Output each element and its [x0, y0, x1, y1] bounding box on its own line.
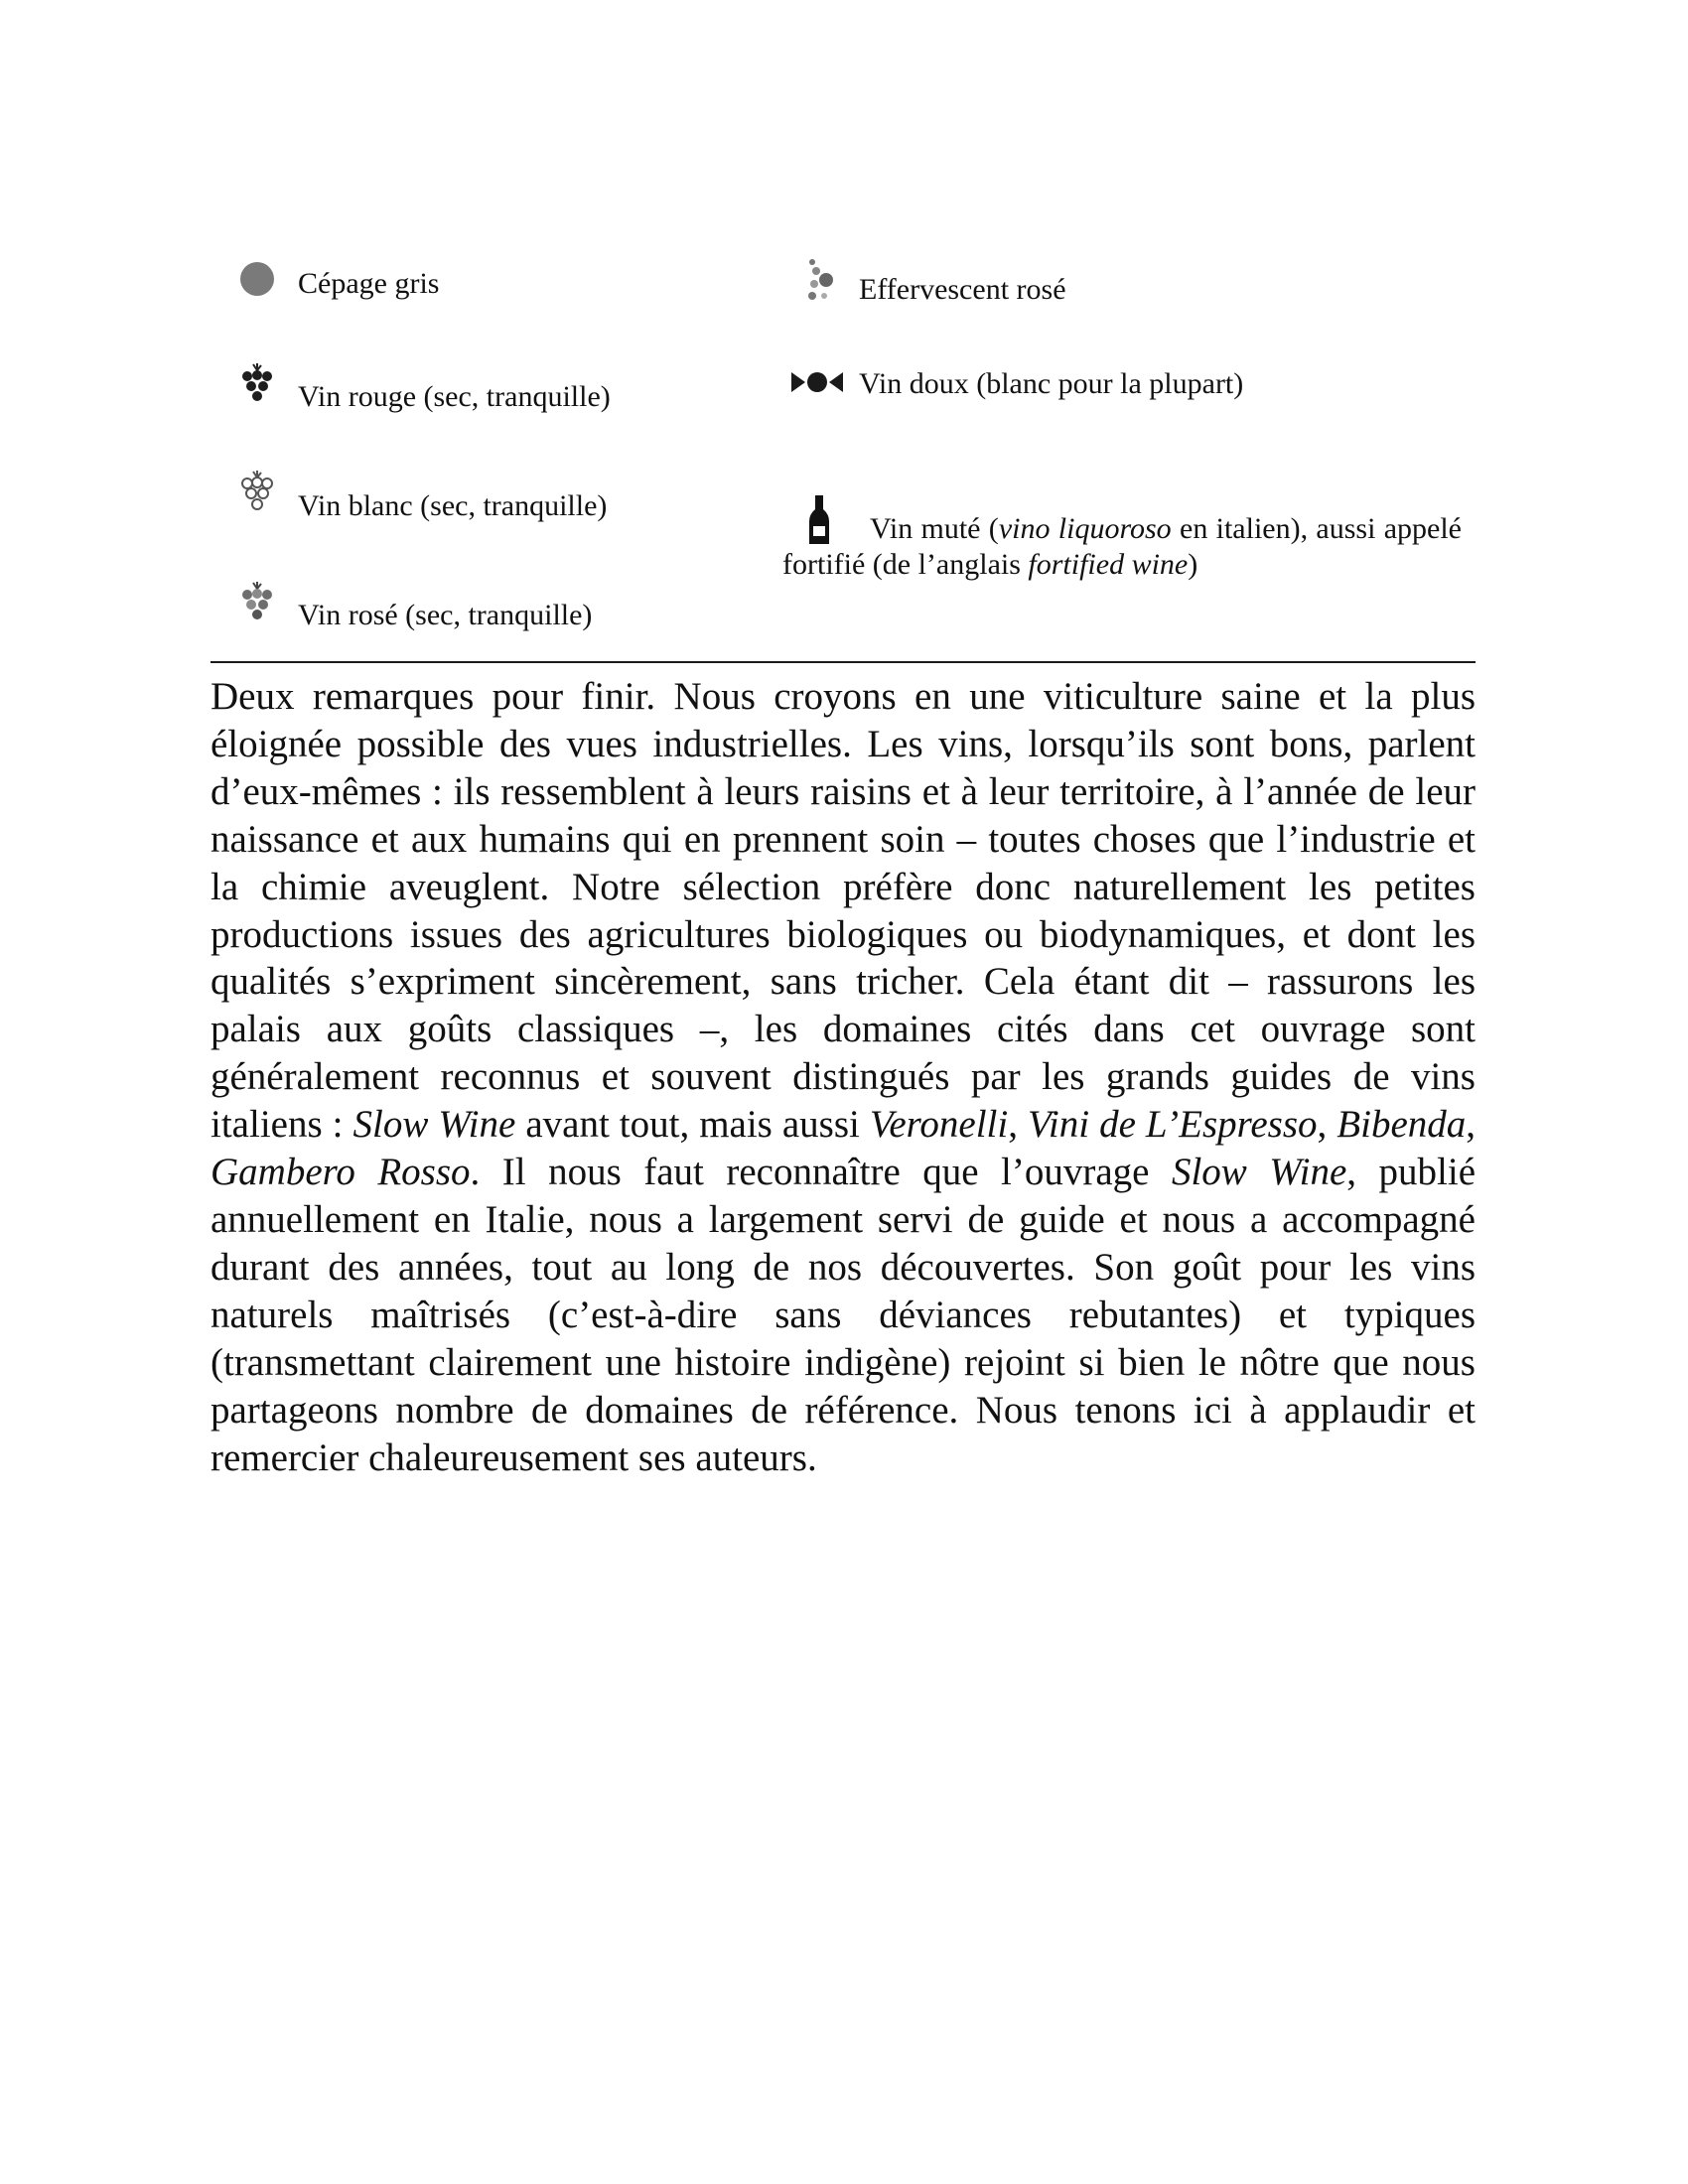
paragraph-text: , publié annuellement en Italie, nous a largement servi de guide et nous a accompagné durant des années, tout au long de nos découvertes. Son goût pour les vins naturels maîtrisés (c’est-à-dire sans déviances rebutantes) et typiques (transmettant clairement une histoire indigène) rejoint si bien le nôtre que nous partageons nombre de domaines de référence. Nous tenons ici à applaudir et remercier chaleureusement ses auteurs. [211, 1151, 1477, 1479]
mute-italic-2: fortified wine [1028, 548, 1189, 581]
candy-icon [789, 367, 845, 397]
guide-name: Slow Wine [1171, 1151, 1347, 1194]
legend-label: Vin rosé (sec, tranquille) [298, 599, 593, 631]
paragraph-text: avant tout, mais aussi [515, 1103, 870, 1147]
red-grape-cluster-icon [238, 361, 276, 409]
paragraph-text: Deux remarques pour finir. Nous croyons en une viticulture saine et la plus éloignée possible des vues industrielles. Les vins, lorsqu’ils sont bons, parlent d’eux-mêmes : ils ressemblent à leurs raisins et à leur territoire, à l’année de leur naissance et aux humains qui en prennent soin – toutes choses que l’industrie et la chimie aveuglent. Notre sélection préfère donc naturellement les petites productions issues des agricultures biologiques ou biodynamiques, et dont les qualités s’expriment sincèrement, sans tricher. Cela étant dit – rassurons les palais aux goûts classiques –, les domaines cités dans cet ouvrage sont généralement reconnus et souvent distingués par les grands guides de vins italiens : [211, 675, 1476, 1147]
guide-name: Vini de L’Espresso [1027, 1103, 1318, 1147]
separator: , [1317, 1103, 1337, 1147]
mute-italic-1: vino liquoroso [998, 512, 1172, 545]
guide-name: Bibenda [1336, 1103, 1467, 1147]
horizontal-divider [211, 661, 1476, 663]
guide-name: Gambero Rosso [211, 1151, 471, 1194]
grey-grape-dot-icon [238, 260, 276, 298]
separator: , [1466, 1103, 1476, 1147]
mute-text-2: en italien), aussi appelé fortifié (de l’anglais [782, 512, 1462, 581]
body-paragraph [211, 673, 1476, 1481]
rose-grape-cluster-icon [238, 580, 276, 627]
paragraph-text: . Il nous faut reconnaître que l’ouvrage [470, 1151, 1172, 1194]
legend-label: Effervescent rosé [859, 273, 1066, 306]
guide-name: Veronelli [869, 1103, 1009, 1147]
guide-name: Slow Wine [352, 1103, 516, 1147]
bubbles-icon [802, 256, 840, 304]
separator: , [1008, 1103, 1028, 1147]
legend-label: Cépage gris [298, 267, 440, 300]
legend-label: Vin doux (blanc pour la plupart) [859, 367, 1244, 400]
legend-label: Vin blanc (sec, tranquille) [298, 489, 608, 522]
mute-text-1: Vin muté ( [870, 512, 999, 545]
white-grape-cluster-icon [238, 469, 276, 518]
legend-label: Vin rouge (sec, tranquille) [298, 380, 611, 413]
mute-text-3: ) [1188, 548, 1198, 581]
mute-description [782, 511, 1462, 583]
